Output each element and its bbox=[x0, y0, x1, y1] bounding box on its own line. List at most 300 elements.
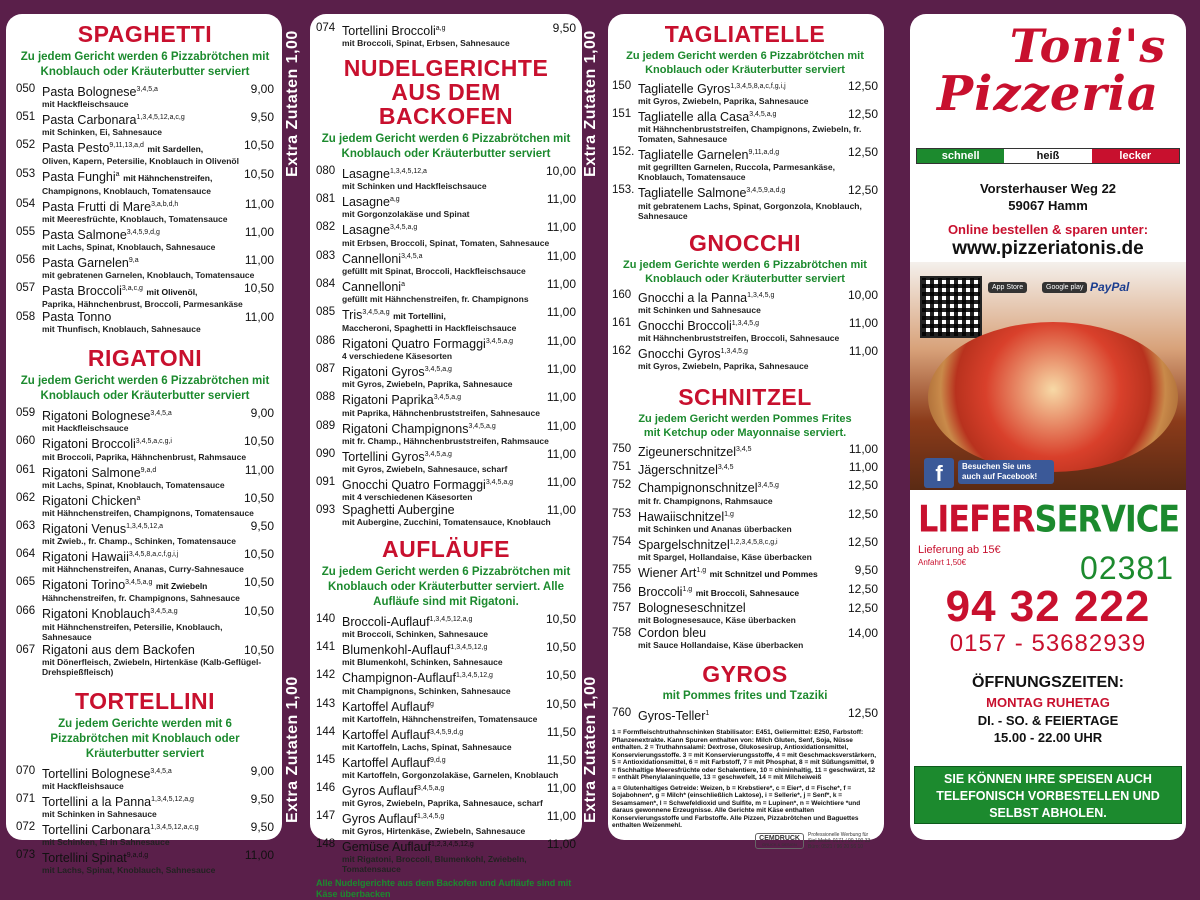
item-allergens: 9,a,d,g bbox=[126, 851, 149, 859]
item-number: 057 bbox=[16, 282, 36, 295]
item-name bbox=[342, 335, 540, 351]
item-name bbox=[342, 669, 540, 685]
printer-logo-sub: DRUCK & DESIGN bbox=[762, 841, 797, 847]
printer-logo-name: CEMDRUCK bbox=[759, 834, 800, 842]
item-number: 083 bbox=[316, 249, 336, 262]
item-allergens: 3,4,5,a bbox=[150, 410, 172, 418]
item-description: mit Hackfleishsauce bbox=[42, 780, 124, 791]
item-price: 11,00 bbox=[546, 390, 576, 405]
lieferservice-a: LIEFER bbox=[918, 496, 1035, 541]
item-price: 11,50 bbox=[546, 752, 576, 767]
item-price: 12,50 bbox=[847, 145, 878, 160]
item-price: 11,00 bbox=[546, 220, 576, 235]
item-number: 056 bbox=[16, 253, 36, 266]
item-description: mit gebratenem Lachs, Spinat, Gorgonzola, Knoblauch, Sahnesauce bbox=[638, 200, 862, 221]
item-name bbox=[342, 838, 540, 854]
menu-item bbox=[16, 576, 274, 603]
item-name bbox=[638, 627, 842, 640]
item-description: gefüllt mit Hähnchenstreifen, fr. Champignons bbox=[342, 293, 529, 304]
item-allergens: 3,4,5,9,d,g bbox=[126, 228, 160, 236]
menu-item bbox=[612, 146, 878, 182]
item-price: 11,00 bbox=[848, 442, 878, 457]
pickup-banner: SIE KÖNNEN IHRE SPEISEN AUCH TELEFONISCH VORBESTELLEN UND SELBST ABHOLEN. bbox=[914, 766, 1182, 824]
item-name-text: Wiener Art bbox=[638, 566, 697, 581]
item-price: 9,00 bbox=[250, 82, 274, 96]
item-name bbox=[638, 443, 842, 459]
menu-item bbox=[612, 479, 878, 505]
item-price: 9,50 bbox=[250, 110, 274, 125]
item-price: 10,50 bbox=[243, 604, 274, 619]
item-price: 11,00 bbox=[546, 809, 576, 824]
list-rigatoni bbox=[16, 407, 274, 676]
hours-closed: MONTAG RUHETAG bbox=[986, 695, 1110, 710]
item-desc-inline: mit Broccoli, Sahnesauce bbox=[695, 588, 800, 599]
item-name-text: Champignonschnitzel bbox=[638, 481, 758, 496]
item-number: 082 bbox=[316, 221, 336, 234]
address-street: Vorsterhauser Weg 22 bbox=[979, 181, 1117, 196]
item-name bbox=[342, 391, 540, 407]
item-allergens: 3,4,5,a,g bbox=[424, 366, 452, 374]
item-desc-inline: mit Hähnchenstreifen, bbox=[123, 173, 213, 184]
item-name bbox=[342, 363, 540, 379]
list-spaghetti bbox=[16, 83, 274, 334]
item-description: mit Schinken, Ei in Sahnesauce bbox=[42, 836, 170, 847]
item-number: 752 bbox=[612, 479, 632, 492]
item-name bbox=[342, 613, 540, 629]
item-price: 11,00 bbox=[546, 474, 576, 489]
item-description: mit Aubergine, Zucchini, Tomatensauce, Knoblauch bbox=[342, 517, 551, 528]
item-price: 9,00 bbox=[250, 763, 274, 778]
item-name-text: Lasagne bbox=[342, 167, 390, 182]
item-description: mit Kartoffeln, Gorgonzolakäse, Garnelen, Knoblauch bbox=[342, 769, 559, 780]
item-number: 089 bbox=[316, 419, 336, 432]
item-price: 11,00 bbox=[848, 460, 878, 475]
item-name-text: Rigatoni Venus bbox=[42, 522, 127, 537]
item-price: 11,00 bbox=[244, 847, 274, 862]
item-number: 063 bbox=[16, 519, 36, 532]
item-description: mit Lachs, Spinat, Knoblauch, Tomatensauce bbox=[42, 479, 225, 490]
item-name bbox=[42, 83, 238, 99]
item-allergens: a,g bbox=[389, 196, 400, 204]
menu-item bbox=[316, 476, 576, 502]
delivery-min: Lieferung ab 15€ bbox=[918, 544, 1001, 556]
item-number: 141 bbox=[316, 641, 336, 654]
item-number: 146 bbox=[316, 781, 336, 794]
item-description: mit Sauce Hollandaise, Käse überbacken bbox=[638, 640, 804, 651]
menu-item bbox=[316, 448, 576, 474]
item-allergens: 9,a,d bbox=[140, 466, 157, 474]
item-description: mit Hackfleischsauce bbox=[42, 99, 129, 110]
item-name bbox=[638, 508, 842, 524]
menu-item bbox=[316, 726, 576, 752]
item-allergens: a,g bbox=[435, 25, 446, 32]
item-price: 11,00 bbox=[546, 276, 576, 291]
item-name-text: Pasta Salmone bbox=[42, 227, 127, 242]
item-number: 066 bbox=[16, 605, 36, 618]
item-name bbox=[42, 198, 238, 214]
extra-label-left-bottom: Extra Zutaten 1,00 bbox=[284, 676, 301, 824]
item-name-text: Tortellini Broccoli bbox=[342, 24, 436, 39]
item-name-text: Zigeunerschnitzel bbox=[638, 445, 736, 460]
extra-label-mid-bottom: Extra Zutaten 1,00 bbox=[582, 676, 599, 824]
item-price: 12,50 bbox=[847, 79, 878, 93]
list-tortellini-cont bbox=[316, 22, 576, 48]
item-number: 753 bbox=[612, 507, 632, 520]
item-description: mit Gyros, Zwiebeln, Paprika, Sahnesauce bbox=[638, 96, 809, 107]
phone-main[interactable]: 94 32 222 bbox=[945, 582, 1151, 631]
item-name-text: Tortellini a la Panna bbox=[42, 794, 152, 809]
menu-item bbox=[16, 849, 274, 875]
item-number: 760 bbox=[612, 707, 632, 720]
website-link[interactable]: www.pizzeriatonis.de bbox=[952, 238, 1144, 259]
section-title-auflaeufe: AUFLÄUFE bbox=[382, 536, 510, 563]
item-description: mit Gyros, Zwiebeln, Sahnesauce, scharf bbox=[342, 463, 508, 474]
section-title-schnitzel: SCHNITZEL bbox=[678, 384, 812, 411]
item-name bbox=[42, 605, 238, 621]
menu-item bbox=[16, 139, 274, 166]
item-name bbox=[342, 306, 540, 323]
item-number: 062 bbox=[16, 491, 36, 504]
item-name-text: Spargelschnitzel bbox=[638, 537, 730, 552]
tagline-heiss: heiß bbox=[1004, 149, 1091, 163]
item-allergens: 1,3,4,5,g bbox=[747, 291, 775, 299]
phone-area-code[interactable]: 02381 bbox=[1080, 550, 1174, 586]
item-name bbox=[42, 464, 238, 480]
item-description: Maccheroni, Spaghetti in Hackfleischsauce bbox=[342, 323, 517, 334]
item-number: 065 bbox=[16, 576, 36, 589]
menu-item bbox=[16, 793, 274, 819]
item-allergens: 1,3,4,5,12,a,g bbox=[151, 795, 194, 803]
item-price: 12,50 bbox=[847, 534, 878, 549]
item-price: 11,00 bbox=[546, 334, 576, 349]
item-name bbox=[42, 168, 238, 185]
item-name-text: Rigatoni aus dem Backofen bbox=[42, 642, 195, 657]
item-name-text: Broccoli bbox=[638, 585, 683, 600]
item-allergens: 1,3,4,5,12,a,c,g bbox=[136, 114, 185, 122]
item-name bbox=[42, 407, 238, 423]
item-number: 050 bbox=[16, 83, 36, 95]
item-name-text: Bologneseschnitzel bbox=[638, 601, 746, 616]
menu-item bbox=[16, 111, 274, 137]
item-number: 061 bbox=[16, 463, 36, 476]
item-name bbox=[342, 22, 540, 38]
facebook-icon[interactable]: f bbox=[924, 458, 954, 488]
item-price: 12,50 bbox=[847, 582, 878, 597]
item-allergens: a bbox=[401, 280, 405, 288]
item-allergens: 3,4,5,a,g bbox=[417, 784, 445, 792]
menu-item bbox=[316, 22, 576, 48]
item-price: 10,00 bbox=[545, 164, 576, 179]
item-name bbox=[342, 698, 540, 714]
item-name-text: Gyros-Teller bbox=[638, 709, 706, 724]
item-name bbox=[342, 810, 540, 826]
item-description: mit 4 verschiedenen Käsesorten bbox=[342, 492, 473, 503]
item-price: 11,00 bbox=[244, 252, 274, 267]
item-allergens: 3,4,5,a,g bbox=[424, 450, 452, 458]
item-name bbox=[638, 317, 842, 333]
item-allergens: 1,3,4,5,g bbox=[417, 813, 445, 821]
item-description: mit Dönerfleisch, Zwiebeln, Hirtenkäse (Kalb-Geflügel-Drehspießfleisch) bbox=[42, 656, 262, 677]
item-number: 160 bbox=[612, 288, 632, 301]
menu-item bbox=[612, 80, 878, 106]
pizza-image-area bbox=[910, 262, 1186, 490]
item-name bbox=[342, 641, 540, 657]
item-number: 754 bbox=[612, 535, 632, 548]
item-description: mit Broccoli, Spinat, Erbsen, Sahnesauce bbox=[342, 38, 510, 49]
item-name-text: Lasagne bbox=[342, 223, 390, 238]
section-note-schnitzel: Zu jedem Gericht werden Pommes Frites mit Ketchup oder Mayonnaise serviert. bbox=[638, 413, 852, 440]
menu-item bbox=[612, 345, 878, 371]
item-allergens: 3,4,5,a,g bbox=[749, 111, 777, 119]
allergen-legend: 1 = Formfleischtruthahnschinken Stabilisator: E451, Geliermittel: E250, Farbstoff: Pflanzenextrakte. Kann Spuren enthalten von: Milch Gluten, Senf, Soja, Nüsse enthalten. 2 = Truthahnsalami: Dextrose, Glukosesirup, Antioxidationsmittel, Konservierungsstoffe. 3 = mit Konservierungsstoffe, 4 = mit Geschmacksverstärkern, 5 = Antioxidationsmittel, 6 = mit Farbstoff, 7 = mit Phosphat, 8 = mit Süßungsmittel, 9 = fischhaltige Meeresfrüchte oder Schalentiere, 10 = chininhaltig, 11 = geschwärzt, 12 = enthält Phenylalaninquelle, 13 = geschwefelt, 14 = mit Milcheiweiß bbox=[612, 729, 877, 782]
item-number: 080 bbox=[316, 165, 336, 178]
item-name bbox=[342, 420, 540, 436]
item-price: 10,50 bbox=[243, 642, 274, 657]
item-name-text: Tagliatelle Salmone bbox=[638, 186, 747, 201]
panel-tagliatelle bbox=[608, 14, 884, 850]
item-price: 12,50 bbox=[847, 107, 878, 122]
item-price: 10,50 bbox=[243, 434, 274, 449]
menu-item bbox=[612, 564, 878, 581]
item-allergens: 1,3,4,5,8,a,c,f,g,i,j bbox=[730, 83, 786, 90]
item-number: 757 bbox=[612, 602, 632, 615]
item-name-text: Tortellini Carbonara bbox=[42, 822, 151, 837]
item-name bbox=[342, 448, 540, 464]
section-title-tagliatelle: TAGLIATELLE bbox=[664, 21, 826, 47]
menu-item bbox=[316, 782, 576, 808]
item-price: 11,00 bbox=[848, 315, 878, 330]
item-allergens: 3,4,5,a,g bbox=[389, 224, 418, 232]
item-price: 9,50 bbox=[854, 562, 878, 577]
google-play-button[interactable]: Google play bbox=[1042, 282, 1087, 293]
menu-item bbox=[316, 221, 576, 247]
item-name bbox=[638, 80, 842, 96]
section-title-nudel: NUDELGERICHTE AUS DEM BACKOFEN bbox=[343, 55, 549, 130]
item-number: 750 bbox=[612, 443, 632, 456]
item-allergens: 3,4,5,a,g bbox=[485, 338, 514, 346]
address-city: 59067 Hamm bbox=[1008, 198, 1088, 213]
item-name bbox=[638, 289, 842, 305]
item-allergens: 9,d,g bbox=[430, 756, 446, 764]
hours-time: 15.00 - 22.00 UHR bbox=[993, 730, 1103, 745]
item-description: mit Schinken und Ananas überbacken bbox=[638, 523, 792, 534]
app-store-button[interactable]: App Store bbox=[988, 282, 1027, 293]
menu-item bbox=[612, 461, 878, 477]
menu-item bbox=[16, 254, 274, 280]
item-price: 11,00 bbox=[546, 418, 576, 433]
item-price: 10,50 bbox=[243, 138, 274, 153]
section-note-tortellini: Zu jedem Gerichte werden mit 6 Pizzabrötchen mit Knoblauch oder Kräuterbutter serviert bbox=[50, 717, 240, 760]
menu-item bbox=[316, 698, 576, 724]
item-number: 067 bbox=[16, 643, 36, 656]
item-number: 060 bbox=[16, 435, 36, 448]
item-desc-inline: mit Sardellen, bbox=[147, 144, 204, 155]
item-description: gefüllt mit Spinat, Broccoli, Hackfleischsauce bbox=[342, 265, 526, 276]
item-number: 150 bbox=[612, 80, 632, 92]
menu-item bbox=[316, 250, 576, 276]
item-name bbox=[42, 548, 238, 564]
online-order-label: Online bestellen & sparen unter: bbox=[947, 222, 1149, 237]
item-description: mit fr. Champ., Hähnchenbruststreifen, Rahmsauce bbox=[342, 435, 549, 446]
qr-code-icon[interactable] bbox=[920, 276, 982, 338]
item-name-text: Gyros Auflauf bbox=[342, 784, 418, 799]
section-note-rigatoni: Zu jedem Gericht werden 6 Pizzabrötchen mit Knoblauch oder Kräuterbutter serviert bbox=[20, 375, 270, 403]
item-description: mit Hähnchenstreifen, Petersilie, Knoblauch, Sahnesauce bbox=[42, 621, 223, 642]
menu-item bbox=[316, 165, 576, 191]
phone-mobile[interactable]: 0157 - 53682939 bbox=[949, 630, 1147, 657]
menu-item bbox=[316, 363, 576, 389]
item-number: 053 bbox=[16, 168, 36, 181]
printer-info: Professionelle Werbung für Sie! Mobil: 0171 / 90 100 33 Büro: 0521 / 96 20 56 10 bbox=[808, 831, 871, 850]
item-name bbox=[42, 576, 238, 593]
item-number: 751 bbox=[612, 461, 632, 474]
item-description: mit Gyros, Zwiebeln, Paprika, Sahnesauce, scharf bbox=[342, 798, 543, 809]
item-allergens: 3,4,5,g bbox=[757, 482, 779, 490]
item-name bbox=[638, 108, 842, 124]
item-allergens: 1,3,4,5,12,a bbox=[126, 522, 164, 530]
menu-item bbox=[316, 335, 576, 361]
item-price: 10,50 bbox=[545, 696, 576, 711]
item-number: 085 bbox=[316, 305, 336, 318]
menu-item bbox=[612, 108, 878, 144]
item-allergens: 9,11,a,d,g bbox=[748, 149, 780, 157]
item-description: mit Erbsen, Broccoli, Spinat, Tomaten, Sahnesauce bbox=[342, 237, 550, 248]
hours-days: DI. - SO. & FEIERTAGE bbox=[977, 713, 1119, 728]
item-price: 11,00 bbox=[546, 304, 576, 319]
auflaeufe-footer: Alle Nudelgerichte aus dem Backofen und Aufläufe sind mit Käse überbacken bbox=[316, 878, 572, 900]
item-price: 14,00 bbox=[847, 626, 878, 641]
item-desc-inline: mit Schnitzel und Pommes bbox=[709, 569, 818, 580]
item-description: mit Hähnchenbruststreifen, Broccoli, Sahnesauce bbox=[638, 332, 840, 343]
item-number: 148 bbox=[316, 838, 336, 851]
item-name-text: Rigatoni Knoblauch bbox=[42, 607, 151, 622]
item-allergens: 3,4,5,a,g bbox=[362, 308, 390, 316]
item-number: 147 bbox=[316, 810, 336, 823]
item-name-text: Tortellini Bolognese bbox=[42, 766, 151, 781]
item-number: 084 bbox=[316, 277, 336, 290]
menu-item bbox=[16, 83, 274, 109]
item-description: mit Zwieb., fr. Champ., Schinken, Tomatensauce bbox=[42, 536, 236, 547]
item-price: 11,00 bbox=[546, 503, 576, 518]
item-allergens: 3,4,5,a bbox=[401, 252, 423, 260]
item-description: mit Bolognesesauce, Käse überbacken bbox=[638, 615, 796, 626]
item-number: 090 bbox=[316, 447, 336, 460]
menu-item bbox=[16, 407, 274, 433]
item-price: 11,00 bbox=[244, 310, 274, 325]
item-name-text: Kartoffel Auflauf bbox=[342, 699, 431, 714]
menu-item bbox=[316, 613, 576, 639]
item-price: 10,50 bbox=[545, 640, 576, 655]
item-allergens: 1,3,4,5,12,g bbox=[450, 644, 488, 652]
item-allergens: 3,4,5,a,g bbox=[485, 478, 514, 486]
item-description: mit Hackfleischsauce bbox=[42, 423, 129, 434]
item-name bbox=[638, 345, 842, 361]
item-allergens: g bbox=[430, 700, 434, 708]
item-number: 071 bbox=[16, 792, 36, 805]
item-number: 144 bbox=[316, 725, 336, 738]
item-name-text: Gemüse Auflauf bbox=[342, 840, 431, 855]
item-description: mit Lachs, Spinat, Knoblauch, Sahnesauce bbox=[42, 865, 216, 876]
item-allergens: 1,3,4,5,12,a,c,g bbox=[150, 823, 199, 831]
item-price: 10,00 bbox=[847, 287, 878, 302]
item-number: 756 bbox=[612, 583, 632, 596]
item-description: mit gegrillten Garnelen, Ruccola, Parmesankäse, Knoblauch, Tomatensauce bbox=[638, 162, 835, 183]
item-description: Champignons, Knoblauch, Tomatensauce bbox=[42, 185, 211, 196]
item-allergens: 1,g bbox=[696, 566, 707, 574]
item-allergens: 3,4,5,a,c,g,i bbox=[135, 438, 172, 446]
item-number: 052 bbox=[16, 139, 36, 152]
item-description: mit Spargel, Hollandaise, Käse überbacken bbox=[638, 551, 812, 562]
item-name-text: Rigatoni Quatro Formaggi bbox=[342, 337, 486, 352]
menu-item bbox=[612, 508, 878, 534]
brand-logo bbox=[910, 19, 1186, 142]
section-note-gyros: mit Pommes frites und Tzaziki bbox=[662, 690, 828, 703]
item-name-text: Rigatoni Gyros bbox=[342, 365, 425, 380]
facebook-label[interactable]: Besuchen Sie uns auch auf Facebook! bbox=[958, 460, 1054, 484]
item-name-text: Pasta Frutti di Mare bbox=[42, 199, 152, 214]
item-allergens: 1 bbox=[705, 710, 710, 718]
item-number: 051 bbox=[16, 111, 36, 124]
item-name bbox=[42, 254, 238, 270]
item-name bbox=[42, 311, 238, 324]
item-price: 12,50 bbox=[847, 478, 878, 493]
item-number: 152. bbox=[612, 146, 635, 159]
item-name bbox=[638, 184, 842, 200]
item-name bbox=[342, 782, 540, 798]
item-price: 9,50 bbox=[552, 21, 576, 35]
section-title-gyros: GYROS bbox=[702, 661, 788, 688]
item-price: 11,00 bbox=[848, 343, 878, 358]
item-price: 11,00 bbox=[244, 462, 274, 477]
item-allergens: 3,4,5,8,a,c,f,g,i,j bbox=[128, 551, 179, 559]
item-number: 087 bbox=[316, 363, 336, 376]
item-price: 11,00 bbox=[546, 837, 576, 852]
menu-item bbox=[612, 443, 878, 459]
item-name bbox=[42, 139, 238, 156]
item-name-text: Pasta Pesto bbox=[42, 141, 110, 156]
item-name bbox=[638, 707, 842, 723]
item-description: mit Gorgonzolakäse und Spinat bbox=[342, 209, 470, 220]
item-price: 9,50 bbox=[250, 819, 274, 834]
item-allergens: 1,3,4,5,12,a,g bbox=[429, 616, 473, 624]
brand-line-2: Pizzeria bbox=[936, 66, 1159, 122]
item-name bbox=[638, 564, 842, 581]
menu-item bbox=[316, 810, 576, 836]
item-price: 10,50 bbox=[243, 575, 274, 590]
item-name-text: Broccoli-Auflauf bbox=[342, 615, 430, 630]
item-description: mit Broccoli, Schinken, Sahnesauce bbox=[342, 629, 488, 640]
item-description: mit Hähnchenstreifen, Champignons, Tomatensauce bbox=[42, 507, 254, 518]
item-price: 9,50 bbox=[250, 518, 274, 533]
section-note-spaghetti: Zu jedem Gericht werden 6 Pizzabrötchen mit Knoblauch oder Kräuterbutter serviert bbox=[20, 51, 270, 78]
item-name bbox=[42, 282, 238, 299]
section-note-auflaeufe: Zu jedem Gericht werden 6 Pizzabrötchen mit Knoblauch oder Kräuterbutter serviert. Alle Aufläufe sind mit Rigatoni. bbox=[321, 566, 571, 609]
item-name bbox=[42, 111, 238, 127]
section-title-rigatoni: RIGATONI bbox=[87, 345, 203, 372]
menu-item bbox=[316, 504, 576, 527]
item-number: 755 bbox=[612, 563, 632, 576]
item-name bbox=[42, 765, 238, 781]
item-description: mit Kartoffeln, Lachs, Spinat, Sahnesauce bbox=[342, 741, 512, 752]
item-name-text: Jägerschnitzel bbox=[638, 463, 718, 478]
item-name-text: Rigatoni Broccoli bbox=[42, 437, 136, 452]
item-name-text: Pasta Broccoli bbox=[42, 284, 122, 299]
item-number: 093 bbox=[316, 504, 336, 517]
menu-item bbox=[16, 311, 274, 334]
item-name-text: Cannelloni bbox=[342, 279, 402, 294]
menu-item bbox=[316, 641, 576, 667]
item-price: 12,50 bbox=[847, 506, 878, 521]
